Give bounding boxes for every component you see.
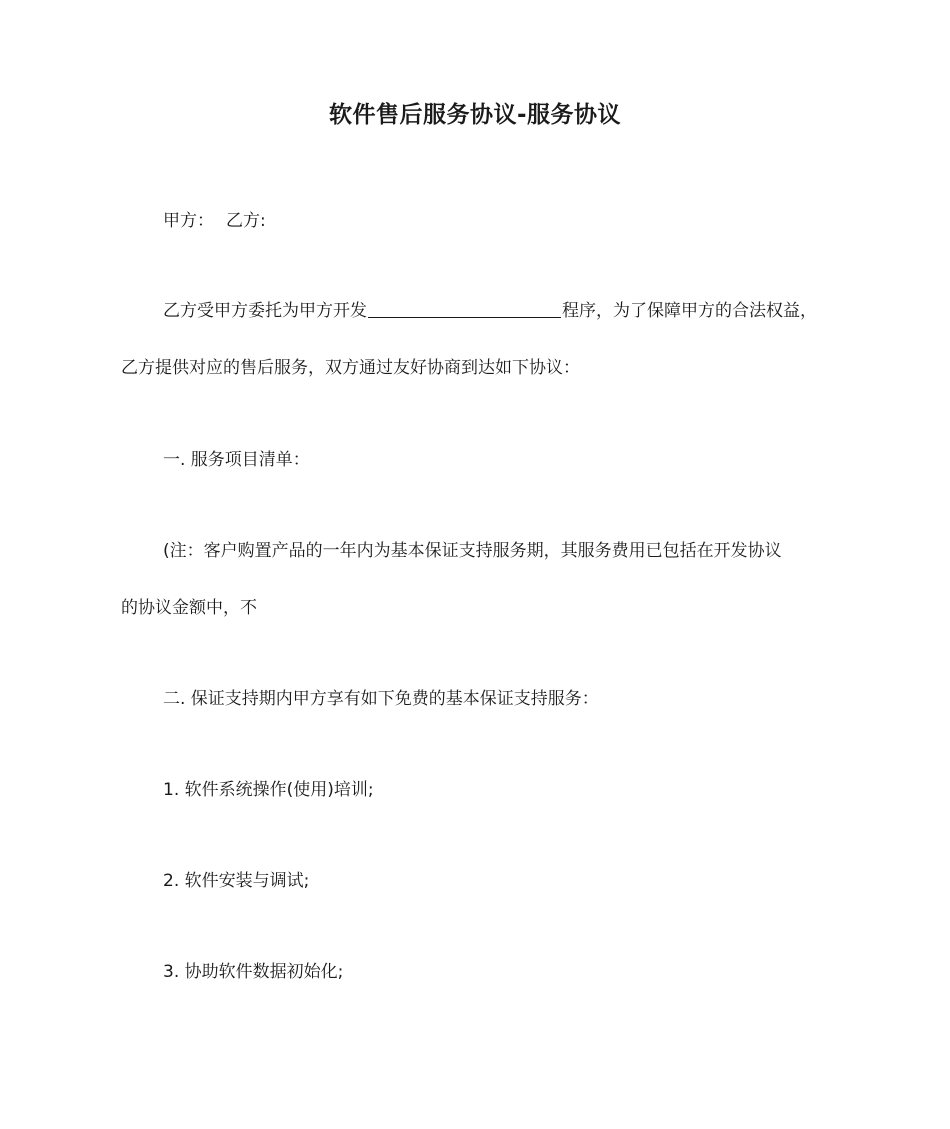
section-1-heading: 一. 服务项目清单： [163,450,310,470]
intro-line-2: 乙方提供对应的售后服务，双方通过友好协商到达如下协议： [121,358,580,378]
fill-in-blank [368,299,561,318]
note-line-1: (注：客户购置产品的一年内为基本保证支持服务期，其服务费用已包括在开发协议 [163,541,782,561]
party-b-label: 乙方: [226,211,266,231]
party-a-label: 甲方： [163,211,214,231]
list-item: 1. 软件系统操作(使用)培训; [163,780,374,800]
intro-line-1 [163,298,817,324]
intro-text-after-blank: 程序，为了保障甲方的合法权益， [562,301,817,321]
note-line-2: 的协议金额中，不 [121,598,257,618]
intro-text-before-blank: 乙方受甲方委托为甲方开发 [163,301,367,321]
list-item: 2. 软件安装与调试; [163,871,310,891]
list-item: 3. 协助软件数据初始化; [163,962,344,982]
document-title: 软件售后服务协议-服务协议 [328,102,622,128]
section-2-heading: 二. 保证支持期内甲方享有如下免费的基本保证支持服务： [163,689,599,709]
parties-line [163,208,266,234]
